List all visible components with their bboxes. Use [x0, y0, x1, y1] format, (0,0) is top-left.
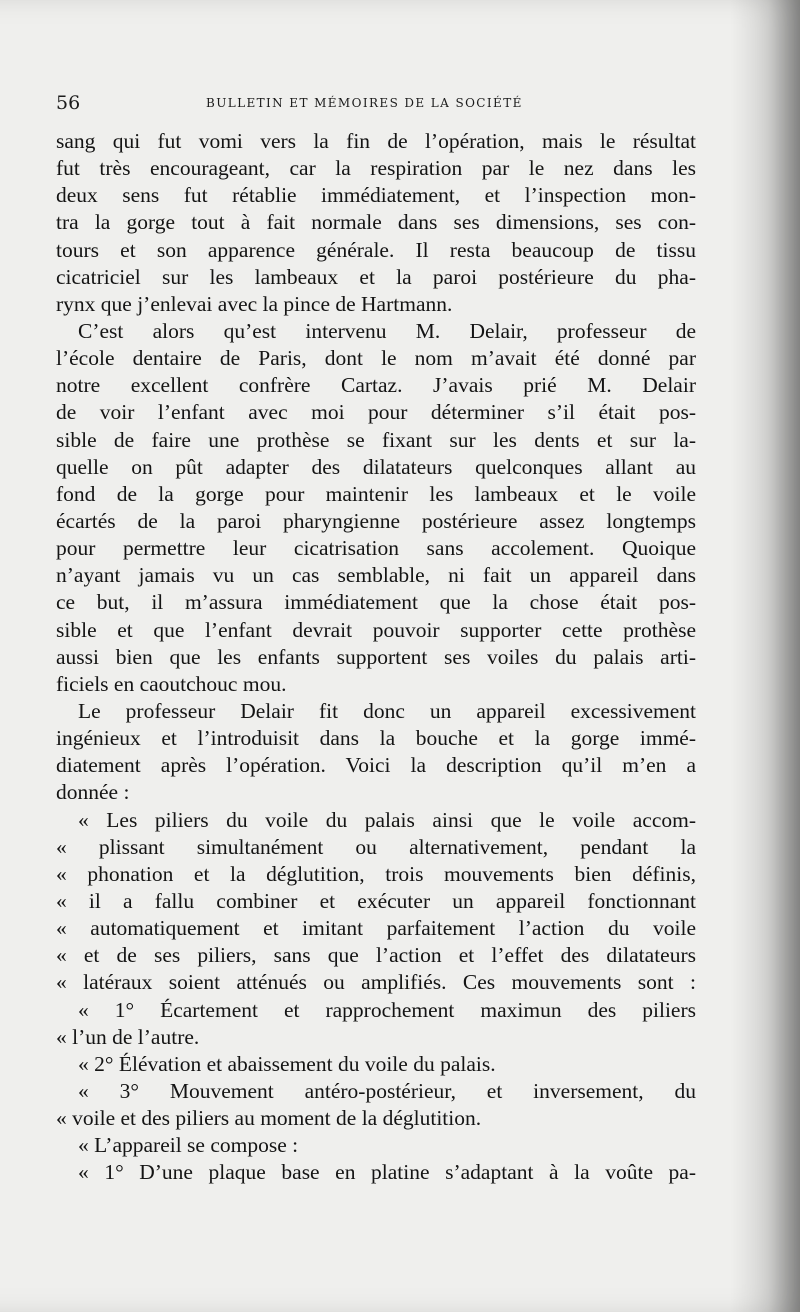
text-line: C’est alors qu’est intervenu M. Delair, professeur de [78, 318, 696, 343]
text-line: ce but, il m’assura immédiatement que la chose était pos- [56, 590, 696, 615]
text-line: « 2° Élévation et abaissement du voile du palais. [78, 1051, 496, 1076]
text-line: « phonation et la déglutition, trois mouvements bien définis, [56, 861, 696, 886]
text-line: notre excellent confrère Cartaz. J’avais prié M. Delair [56, 373, 696, 398]
text-line: « et de ses piliers, sans que l’action et l’effet des dilatateurs [56, 943, 696, 968]
text-line: pour permettre leur cicatrisation sans accolement. Quoique [56, 536, 696, 561]
text-line: n’ayant jamais vu un cas semblable, ni fait un appareil dans [56, 563, 696, 588]
text-line: « latéraux soient atténués ou amplifiés. Ces mouvements sont : [56, 970, 696, 995]
text-line: ficiels en caoutchouc mou. [56, 671, 287, 696]
running-head: BULLETIN ET MÉMOIRES DE LA SOCIÉTÉ [206, 96, 523, 110]
page-header [56, 92, 696, 122]
text-line: donnée : [56, 780, 130, 805]
text-line: l’école dentaire de Paris, dont le nom m’avait été donné par [56, 346, 696, 371]
body-text [56, 128, 696, 1186]
text-line: « 1° D’une plaque base en platine s’adaptant à la voûte pa- [78, 1160, 696, 1185]
text-line: « il a fallu combiner et exécuter un appareil fonctionnant [56, 888, 696, 913]
text-line: sible de faire une prothèse se fixant sur les dents et sur la- [56, 427, 696, 452]
text-line: quelle on pût adapter des dilatateurs quelconques allant au [56, 454, 696, 479]
text-line: tours et son apparence générale. Il resta beaucoup de tissu [56, 237, 696, 262]
text-line: « 3° Mouvement antéro-postérieur, et inversement, du [78, 1078, 696, 1103]
text-line: fut très encourageant, car la respiration par le nez dans les [56, 156, 696, 181]
text-line: « voile et des piliers au moment de la déglutition. [56, 1106, 482, 1131]
text-line: écartés de la paroi pharyngienne postérieure assez longtemps [56, 508, 696, 533]
text-line: « Les piliers du voile du palais ainsi que le voile accom- [78, 807, 696, 832]
text-line: rynx que j’enlevai avec la pince de Hartmann. [56, 291, 453, 316]
text-line: Le professeur Delair fit donc un appareil excessivement [78, 698, 696, 723]
text-line: de voir l’enfant avec moi pour déterminer s’il était pos- [56, 400, 696, 425]
text-line: aussi bien que les enfants supportent ses voiles du palais arti- [56, 644, 696, 669]
text-line: cicatriciel sur les lambeaux et la paroi postérieure du pha- [56, 264, 696, 289]
text-line: « 1° Écartement et rapprochement maximun des piliers [78, 997, 696, 1022]
text-line: sible et que l’enfant devrait pouvoir supporter cette prothèse [56, 617, 696, 642]
text-line: « plissant simultanément ou alternativement, pendant la [56, 834, 696, 859]
text-line: diatement après l’opération. Voici la description qu’il m’en a [56, 753, 696, 778]
page-number: 56 [56, 92, 81, 114]
text-line: « L’appareil se compose : [78, 1133, 299, 1158]
text-line: sang qui fut vomi vers la fin de l’opération, mais le résultat [56, 129, 696, 153]
binding-shadow [730, 0, 800, 1312]
text-line: ingénieux et l’introduisit dans la bouche et la gorge immé- [56, 726, 696, 751]
text-line: « automatiquement et imitant parfaitement l’action du voile [56, 916, 696, 941]
text-line: « l’un de l’autre. [56, 1024, 200, 1049]
text-line: deux sens fut rétablie immédiatement, et l’inspection mon- [56, 183, 696, 208]
text-line: fond de la gorge pour maintenir les lambeaux et le voile [56, 481, 696, 506]
text-line: tra la gorge tout à fait normale dans ses dimensions, ses con- [56, 210, 696, 235]
